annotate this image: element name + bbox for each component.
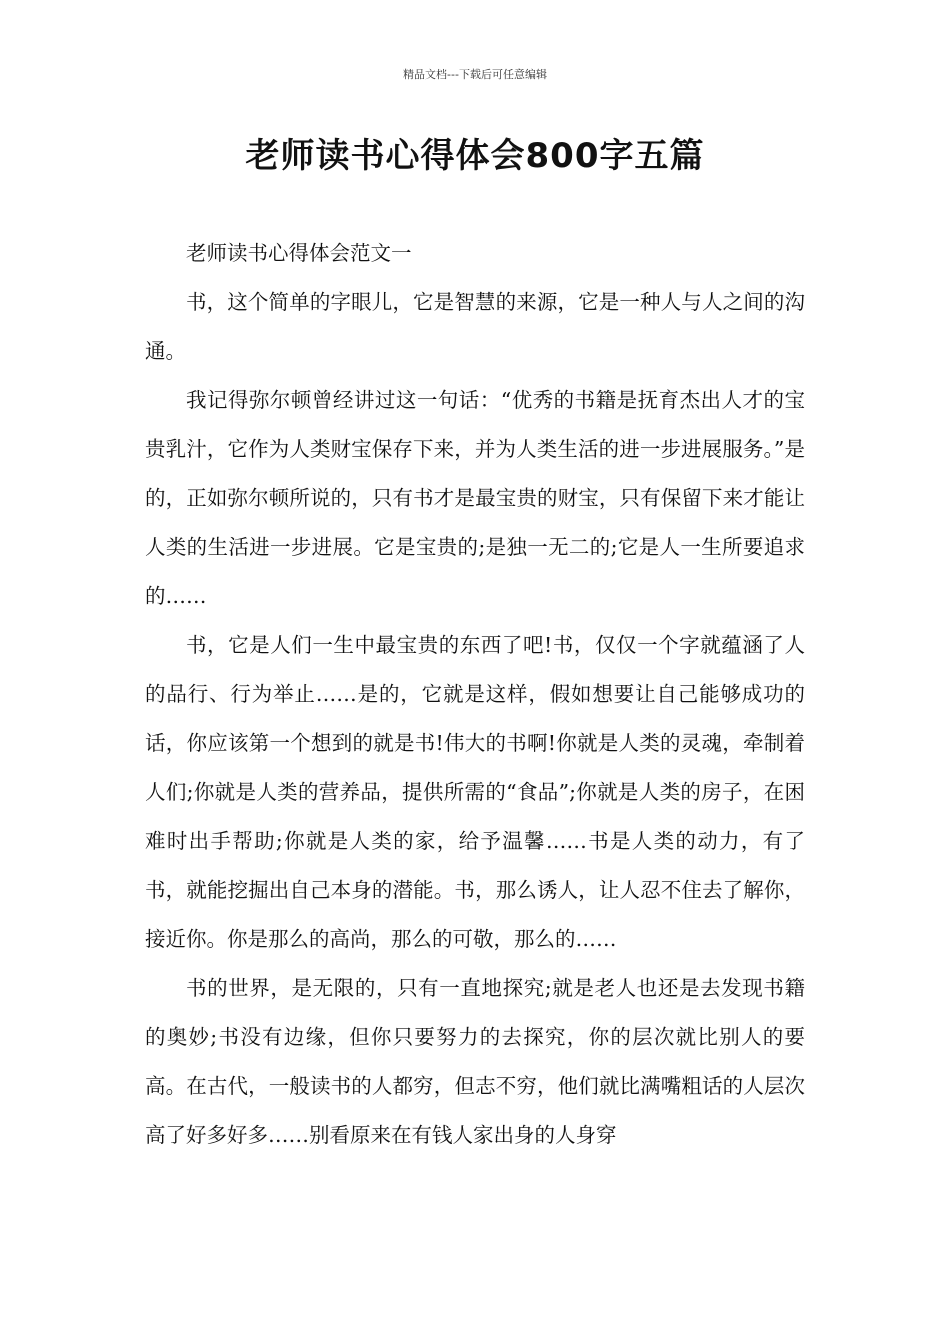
header-note: 精品文档---下载后可任意编辑 [403,68,547,81]
paragraph: 我记得弥尔顿曾经讲过这一句话：“优秀的书籍是抚育杰出人才的宝贵乳汁，它作为人类财宝保存下来，并为人类生活的进一步进展服务。”是的，正如弥尔顿所说的，只有书才是最宝贵的财宝，只有保留下来才能让人类的生活进一步进展。它是宝贵的;是独一无二的;它是人一生所要追求的…… [145,388,805,608]
document-title: 老师读书心得体会800字五篇 [245,136,705,176]
paragraph: 书，它是人们一生中最宝贵的东西了吧!书，仅仅一个字就蕴涵了人的品行、行为举止……是的，它就是这样，假如想要让自己能够成功的话，你应该第一个想到的就是书!伟大的书啊!你就是人类的灵魂，牵制着人们;你就是人类的营养品，提供所需的“食品”;你就是人类的房子，在困难时出手帮助;你就是人类的家，给予温馨……书是人类的动力，有了书，就能挖掘出自己本身的潜能。书，那么诱人，让人忍不住去了解你，接近你。你是那么的高尚，那么的可敬，那么的…… [145,633,805,951]
paragraph: 书，这个简单的字眼儿，它是智慧的来源，它是一种人与人之间的沟通。 [145,290,805,363]
section-heading: 老师读书心得体会范文一 [186,241,412,265]
document-body [145,229,805,1160]
paragraph: 书的世界，是无限的，只有一直地探究;就是老人也还是去发现书籍的奥妙;书没有边缘，但你只要努力的去探究，你的层次就比别人的要高。在古代，一般读书的人都穷，但志不穷，他们就比满嘴粗话的人层次高了好多好多……别看原来在有钱人家出身的人身穿 [145,976,805,1147]
